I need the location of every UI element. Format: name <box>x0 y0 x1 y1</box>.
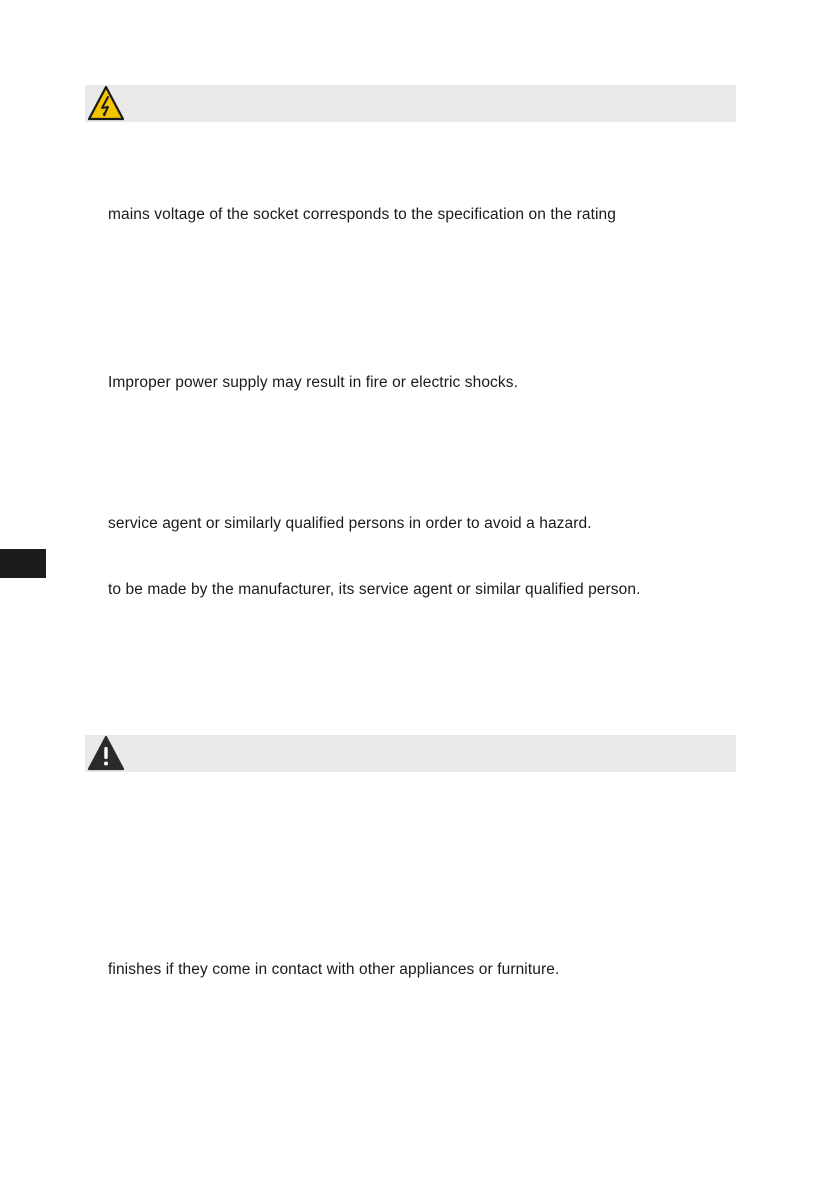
body-text-line: to be made by the manufacturer, its service agent or similar qualified person. <box>108 581 641 598</box>
side-tab-marker <box>0 549 46 578</box>
body-text-line: Improper power supply may result in fire or electric shocks. <box>108 374 519 391</box>
body-text-line: finishes if they come in contact with other appliances or furniture. <box>108 961 560 978</box>
body-text-line: mains voltage of the socket corresponds to the specification on the rating <box>108 206 616 223</box>
electric-shock-warning-icon <box>87 85 125 122</box>
electrical-warning-band <box>85 85 736 122</box>
caution-exclamation-icon <box>87 735 125 772</box>
body-text-line: service agent or similarly qualified persons in order to avoid a hazard. <box>108 515 592 532</box>
caution-warning-band <box>85 735 736 772</box>
